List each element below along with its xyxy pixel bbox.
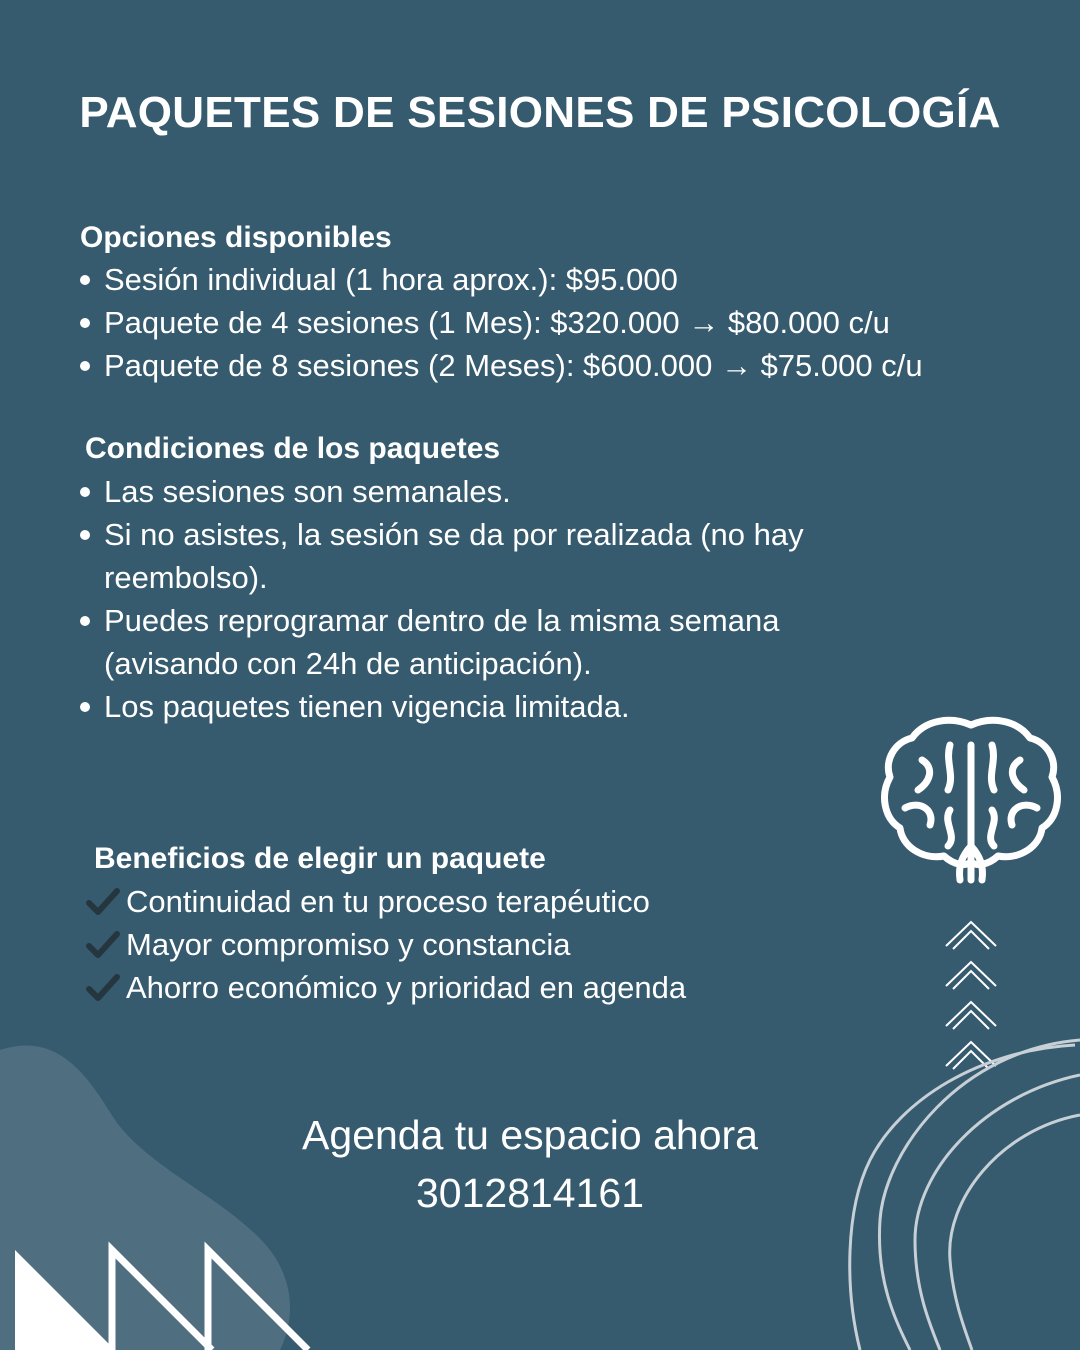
list-item	[86, 923, 846, 966]
page-title: PAQUETES DE SESIONES DE PSICOLOGÍA	[79, 88, 1001, 137]
benefits-heading: Beneficios de elegir un paquete	[94, 842, 546, 875]
list-item: Sesión individual (1 hora aprox.): $95.000	[78, 258, 1038, 301]
list-item: Las sesiones son semanales.	[78, 470, 888, 513]
list-item: Puedes reprogramar dentro de la misma semana (avisando con 24h de anticipación).	[78, 599, 888, 685]
benefit-label: Ahorro económico y prioridad en agenda	[126, 970, 687, 1005]
list-item: Si no asistes, la sesión se da por realizada (no hay reembolso).	[78, 513, 888, 599]
cta-text: Agenda tu espacio ahora	[302, 1112, 758, 1158]
list-item: Los paquetes tienen vigencia limitada.	[78, 685, 888, 728]
check-icon	[86, 888, 120, 916]
brain-icon	[885, 720, 1058, 880]
wave-lines	[850, 1040, 1080, 1350]
call-to-action	[180, 1106, 880, 1222]
chevron-up-icon	[946, 922, 996, 1069]
list-item	[86, 966, 846, 1009]
list-item: Paquete de 8 sesiones (2 Meses): $600.000 → $75.000 c/u	[78, 344, 1038, 387]
phone-number[interactable]: 3012814161	[415, 1170, 645, 1216]
benefit-label: Mayor compromiso y constancia	[126, 927, 571, 962]
check-icon	[86, 974, 120, 1002]
benefits-list	[86, 880, 846, 1009]
check-icon	[86, 931, 120, 959]
options-list	[78, 258, 1038, 387]
list-item	[86, 880, 846, 923]
conditions-list	[78, 470, 888, 728]
list-item: Paquete de 4 sesiones (1 Mes): $320.000 → $80.000 c/u	[78, 301, 1038, 344]
benefit-label: Continuidad en tu proceso terapéutico	[126, 884, 650, 919]
options-heading: Opciones disponibles	[80, 221, 392, 254]
conditions-heading: Condiciones de los paquetes	[85, 432, 501, 465]
